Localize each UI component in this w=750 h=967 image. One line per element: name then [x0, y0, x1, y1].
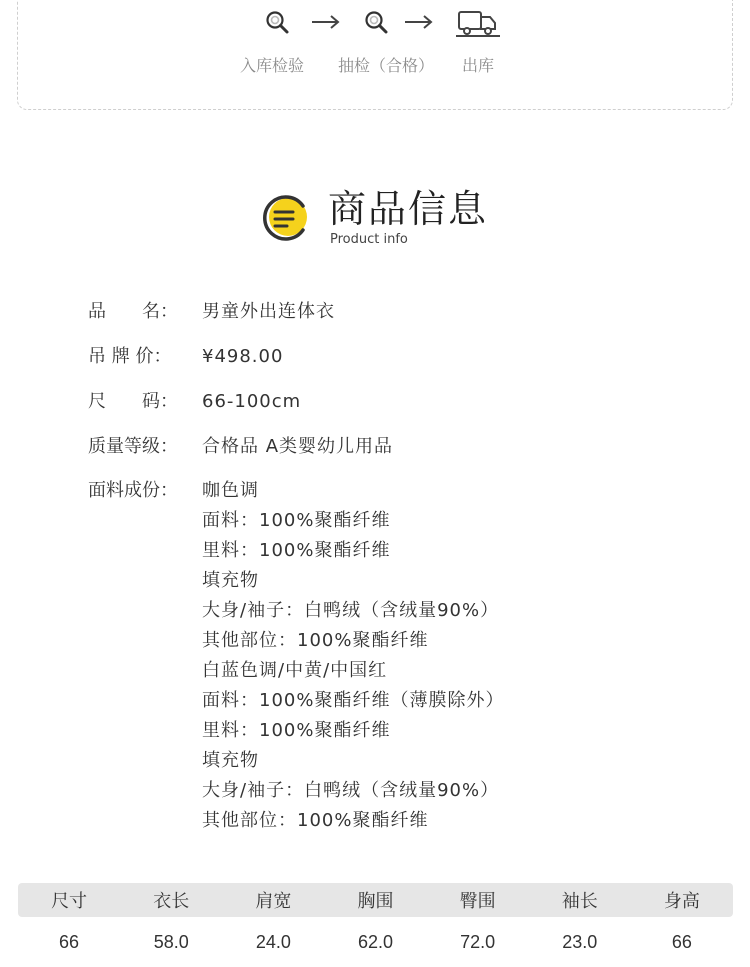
fabric-line: 里料：100%聚酯纤维 [202, 720, 391, 741]
product-name-value: 男童外出连体衣 [202, 301, 335, 322]
truck-icon [456, 8, 502, 38]
size-value: 66-100cm [202, 391, 302, 412]
fabric-composition-value: 咖色调 [202, 480, 259, 501]
step-label-sampling-check: 抽检（合格） [338, 56, 435, 75]
step-label-outbound: 出库 [462, 56, 495, 75]
fabric-composition-label: 面料成份： [88, 480, 178, 501]
quality-grade-value: 合格品 A类婴幼儿用品 [202, 436, 394, 457]
table-cell: 58.0 [153, 931, 189, 952]
table-cell: 66 [671, 931, 692, 952]
fabric-line: 面料：100%聚酯纤维 [202, 510, 391, 531]
search-icon [265, 10, 293, 38]
header-cell-size: 尺寸 [51, 891, 88, 911]
fabric-line: 大身/袖子：白鸭绒（含绒量90%） [202, 780, 500, 801]
search-icon [364, 10, 392, 38]
quality-grade-label: 质量等级： [88, 436, 178, 457]
section-subtitle: Product info [330, 232, 408, 247]
header-cell-height: 身高 [663, 891, 700, 911]
table-cell: 66 [59, 931, 80, 952]
tag-price-label: 吊 牌 价： [88, 346, 172, 367]
fabric-line: 里料：100%聚酯纤维 [202, 540, 391, 561]
fabric-line: 填充物 [202, 570, 259, 591]
section-title: 商品信息 [328, 187, 489, 231]
step-label-inbound-inspection: 入库检验 [240, 56, 305, 75]
product-name-label: 品 名： [88, 301, 178, 322]
arrow-right-icon [311, 14, 341, 30]
arrow-right-icon [404, 14, 434, 30]
table-cell: 23.0 [562, 931, 598, 952]
header-cell-chest: 胸围 [357, 891, 394, 911]
table-cell: 24.0 [255, 931, 291, 952]
fabric-line: 大身/袖子：白鸭绒（含绒量90%） [202, 600, 500, 621]
table-cell: 72.0 [460, 931, 496, 952]
header-cell-sleeve: 袖长 [561, 891, 598, 911]
tag-price-value: ¥498.00 [202, 346, 284, 367]
size-label: 尺 码： [88, 391, 178, 412]
fabric-line: 其他部位：100%聚酯纤维 [202, 630, 429, 651]
header-cell-length: 衣长 [153, 891, 190, 911]
fabric-line: 填充物 [202, 750, 259, 771]
fabric-line: 其他部位：100%聚酯纤维 [202, 810, 429, 831]
fabric-line: 白蓝色调/中黄/中国红 [202, 660, 388, 681]
product-info-logo-icon [263, 193, 313, 243]
size-table-header [18, 883, 733, 917]
header-cell-hip: 臀围 [459, 891, 496, 911]
table-cell: 62.0 [357, 931, 394, 952]
size-table [18, 883, 733, 967]
fabric-line: 面料：100%聚酯纤维（薄膜除外） [202, 690, 505, 711]
header-cell-shoulder: 肩宽 [255, 891, 292, 911]
